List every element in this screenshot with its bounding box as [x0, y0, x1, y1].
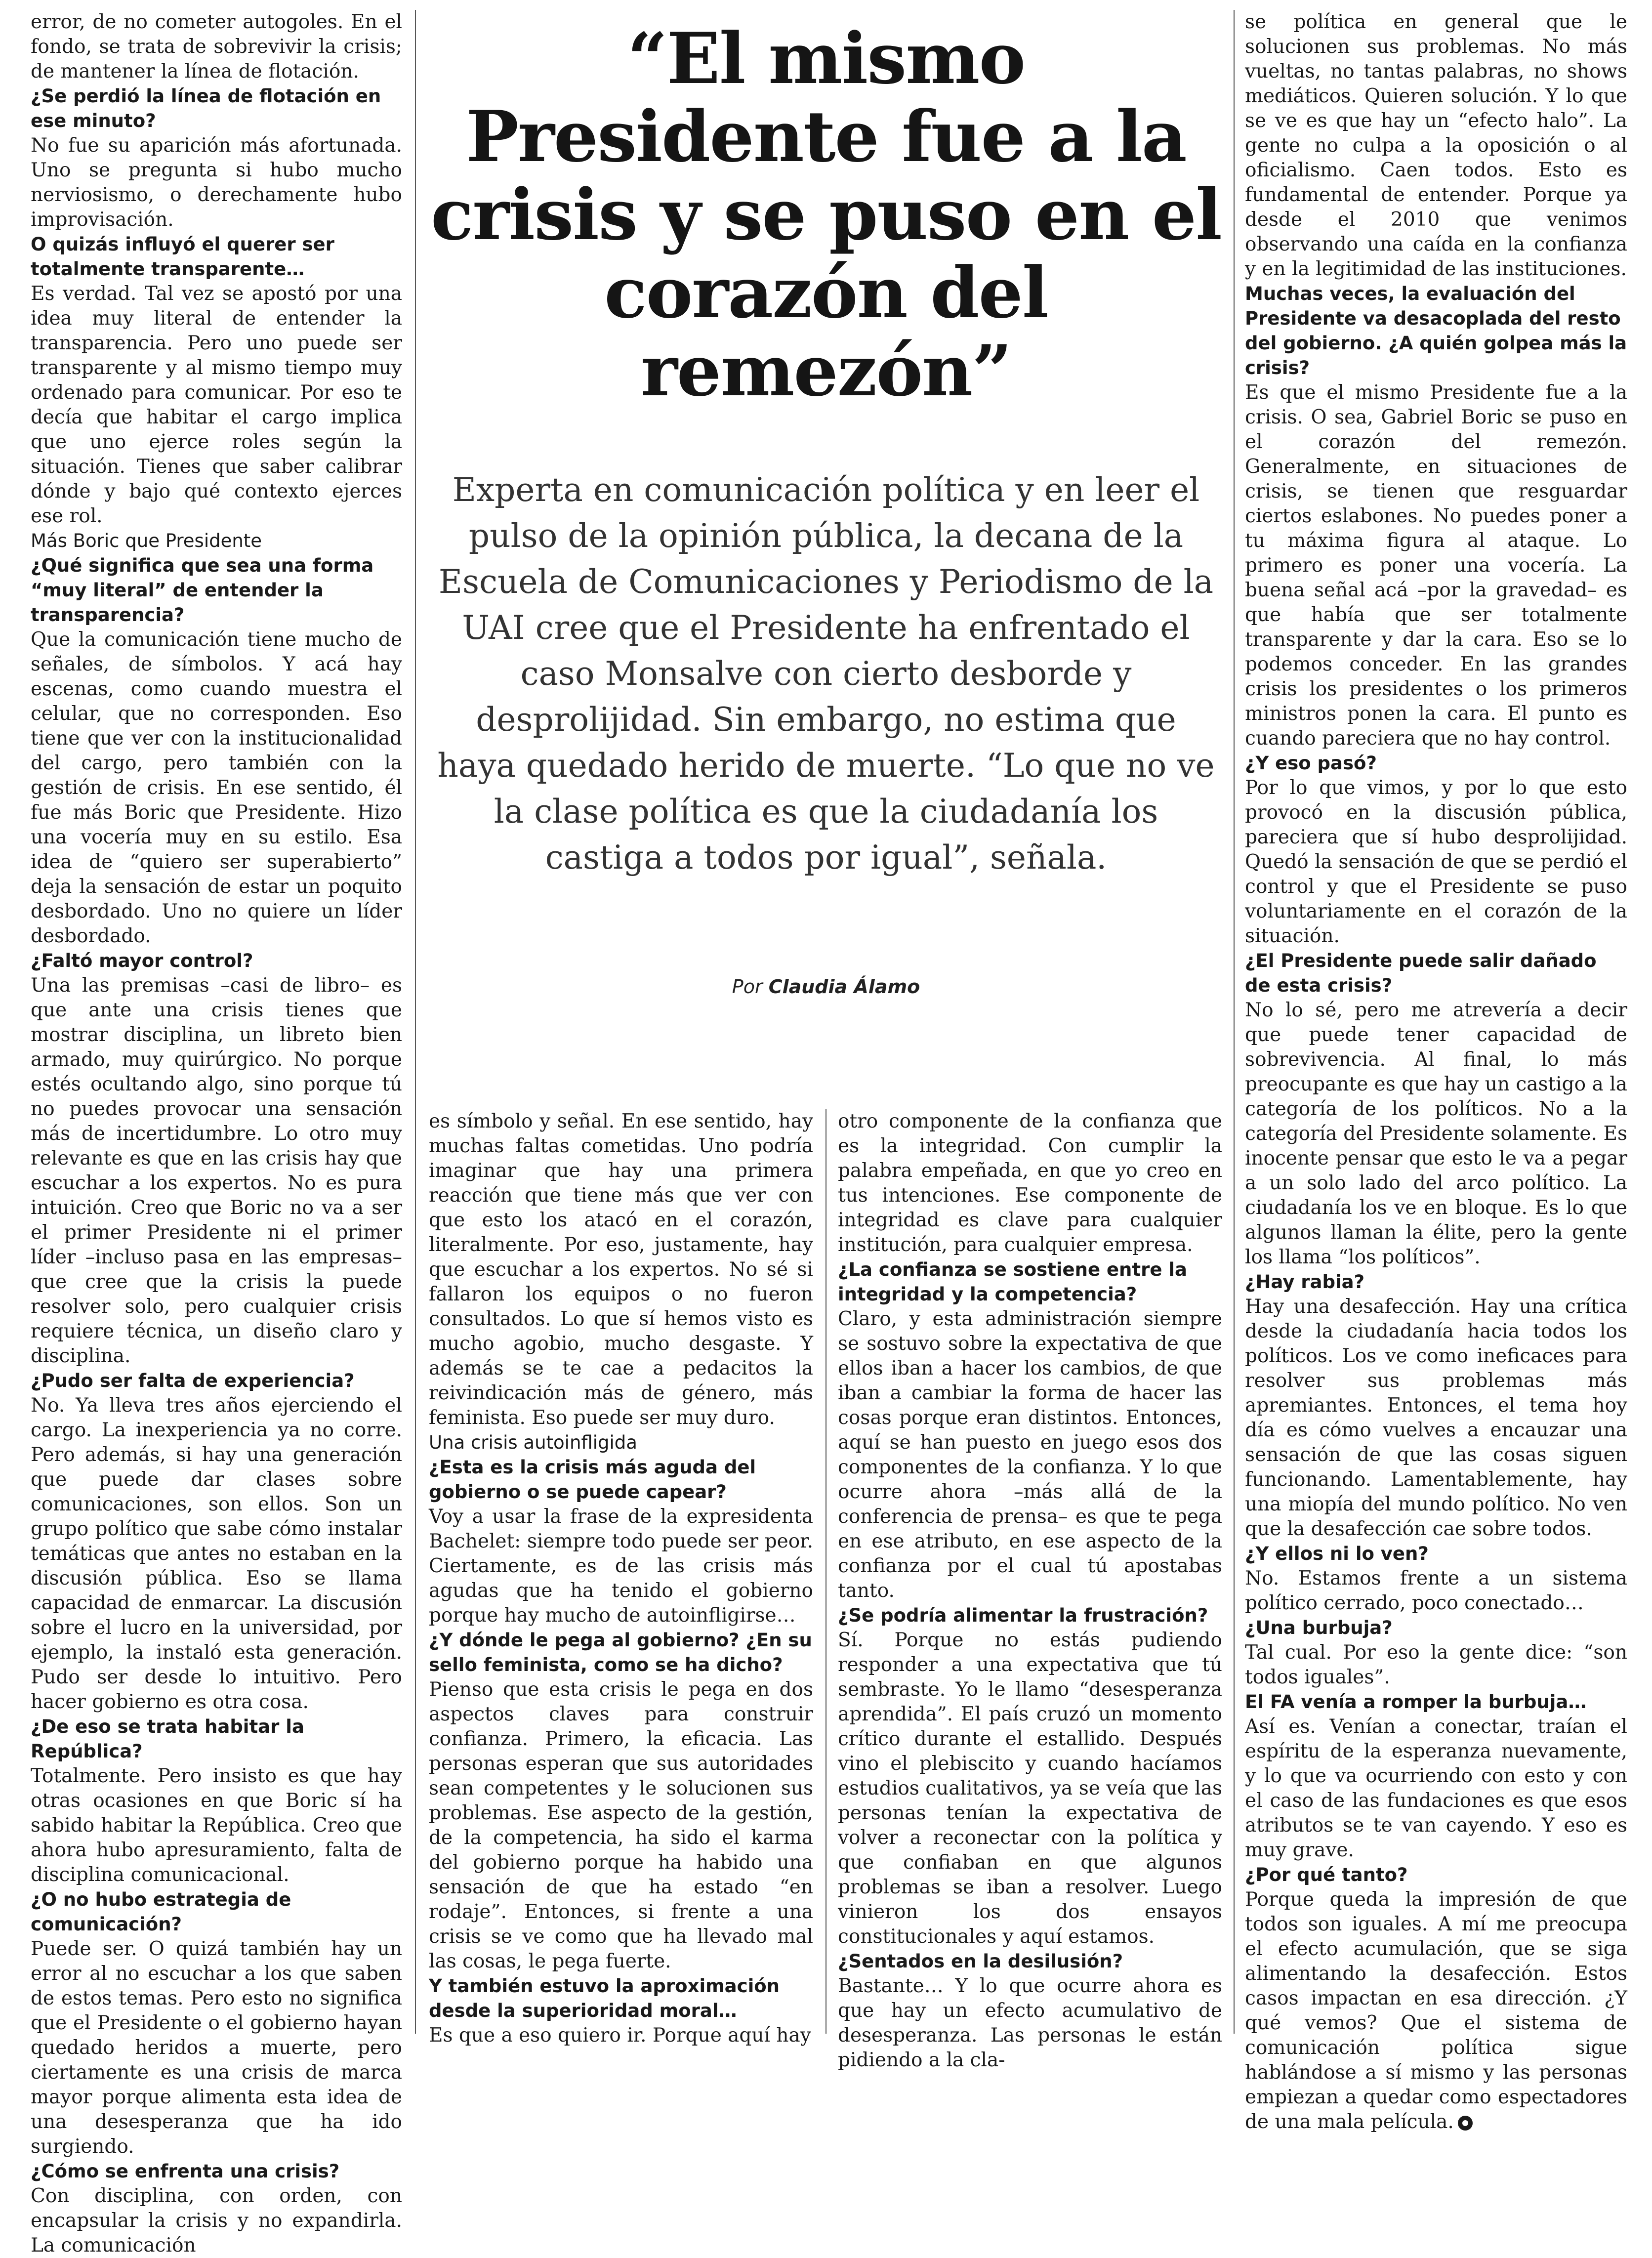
interview-answer — [31, 1393, 402, 1714]
paragraph-text: ¿Por qué tanto? — [1245, 1864, 1408, 1885]
paragraph-text: El FA venía a romper la burbuja… — [1245, 1691, 1587, 1713]
paragraph-text: ¿De eso se trata habitar la República? — [31, 1716, 304, 1762]
paragraph-text: ¿Y eso pasó? — [1245, 753, 1377, 774]
paragraph-text: es símbolo y señal. En ese sentido, hay muchas faltas cometidas. Uno podría imaginar que hay una primera reacción que tiene más que ver con que esto los atacó en el corazón, literalmente. Por eso, justamente, hay que escuchar a los expertos. No sé si fallaron los equipos o no fueron consultados. Lo que sí hemos visto es mucho agobio, mucho desgaste. Y además se te cae a pedacitos la reivindicación más de género, más feminista. Eso puede ser muy duro. — [429, 1110, 813, 1429]
interview-question — [1245, 282, 1627, 380]
interview-answer — [1245, 1887, 1627, 2134]
paragraph-text: Totalmente. Pero insisto es que hay otras ocasiones en que Boric sí ha sabido habitar la República. Creo que ahora hubo apresuramiento, falta de disciplina comunicacional. — [31, 1765, 402, 1886]
interview-answer — [429, 1109, 813, 1430]
interview-question — [31, 2159, 402, 2184]
interview-answer — [31, 973, 402, 1369]
paragraph-text: ¿Y ellos ni lo ven? — [1245, 1543, 1429, 1564]
interview-answer — [1245, 380, 1627, 751]
interview-answer — [1245, 1295, 1627, 1542]
paragraph-text: Pienso que esta crisis le pega en dos aspectos claves para construir confianza. Primero, la eficacia. Las personas esperan que sus autoridades sean competentes y le solucionen sus problemas. Ese aspecto de la gestión, de la competencia, ha sido el karma del gobierno porque ha habido una sensación de que ha estado “en rodaje”. Entonces, si frente a una crisis se ve como que ha llevado mal las cosas, le pega fuerte. — [429, 1678, 813, 1972]
article-column-2 — [429, 1109, 813, 2047]
interview-question — [1245, 1616, 1627, 1640]
section-subhead — [31, 529, 402, 553]
paragraph-text: ¿Se perdió la línea de flotación en ese minuto? — [31, 85, 381, 131]
paragraph-text: error, de no cometer autogoles. En el fondo, se trata de sobrevivir la crisis; de mantener la línea de flotación. — [31, 11, 402, 83]
interview-answer — [1245, 776, 1627, 949]
interview-answer — [429, 2023, 813, 2048]
interview-answer — [838, 1109, 1222, 1257]
paragraph-text: Porque queda la impresión de que todos son iguales. A mí me preocupa el efecto acumulación, que se siga alimentando la desafección. Estos casos impactan en esa dirección. ¿Y qué vemos? Que el sistema de comunicación política sigue hablándose a sí mismo y las personas empiezan a quedar como espectadores de una mala película. — [1245, 1888, 1627, 2133]
paragraph-text: ¿O no hubo estrategia de comunicación? — [31, 1889, 291, 1935]
paragraph-text: Una las premisas –casi de libro– es que ante una crisis tienes que mostrar disciplina, un libreto bien armado, muy quirúrgico. No porque estés ocultando algo, sino porque tú no puedes provocar una sensación más de incertidumbre. Lo otro muy relevante es que en las crisis hay que escuchar a los expertos. No es pura intuición. Creo que Boric no va a ser el primer Presidente ni el primer líder –incluso pasa en las empresas– que cree que la crisis la puede resolver solo, pero cualquier crisis requiere técnica, un diseño claro y disciplina. — [31, 974, 402, 1367]
paragraph-text: Que la comunicación tiene mucho de señales, de símbolos. Y acá hay escenas, como cuando muestra el celular, que no corresponden. Eso tiene que ver con la institucionalidad del cargo, pero también con la gestión de crisis. En ese sentido, él fue más Boric que Presidente. Hizo una vocería muy en su estilo. Esa idea de “quiero ser superabierto” deja la sensación de estar un poquito desbordado. Uno no quiere un líder desbordado. — [31, 628, 402, 947]
end-of-article-icon — [1458, 2116, 1473, 2131]
paragraph-text: ¿Esta es la crisis más aguda del gobierno o se puede capear? — [429, 1457, 756, 1503]
interview-question — [31, 1369, 402, 1393]
article-headline: “El mismo Presidente fue a la crisis y se puso en el corazón del remezón” — [430, 18, 1222, 412]
paragraph-text: O quizás influyó el querer ser totalmente transparente… — [31, 234, 334, 280]
interview-answer — [1245, 10, 1627, 282]
column-rule — [1234, 10, 1235, 2034]
interview-question — [1245, 1863, 1627, 1887]
interview-question — [31, 232, 402, 282]
interview-answer — [1245, 1640, 1627, 1690]
article-lede: Experta en comunicación política y en leer el pulso de la opinión pública, la decana de la Escuela de Comunicaciones y Periodismo de la UAI cree que el Presidente ha enfrentado el caso Monsalve con cierto desborde y desprolijidad. Sin embargo, no estima que haya quedado herido de muerte. “Lo que no ve la clase política es que la ciudadanía los castiga a todos por igual”, señala. — [437, 471, 1215, 877]
interview-question — [429, 1455, 813, 1505]
paragraph-text: ¿Una burbuja? — [1245, 1617, 1393, 1638]
article-column-4 — [1245, 10, 1627, 2133]
paragraph-text: ¿Faltó mayor control? — [31, 950, 253, 971]
paragraph-text: Voy a usar la frase de la expresidenta Bachelet: siempre todo puede ser peor. Ciertamente, es de las crisis más agudas que ha tenido el gobierno porque hay mucho de autoinfligirse… — [429, 1505, 813, 1627]
interview-answer — [838, 1628, 1222, 1949]
interview-question — [429, 1628, 813, 1677]
interview-question — [31, 949, 402, 973]
interview-answer — [31, 627, 402, 949]
paragraph-text: ¿Sentados en la desilusión? — [838, 1951, 1123, 1972]
interview-question — [31, 84, 402, 133]
paragraph-text: Sí. Porque no estás pudiendo responder a una expectativa que tú sembraste. Yo le llamo “desesperanza aprendida”. El país cruzó un momento crítico durante el estallido. Después vino el plebiscito y cuando hacíamos estudios cualitativos, ya se veía que las personas tenían la expectativa de volver a reconectar con la política y que confiaban en que algunos problemas se iban a resolver. Luego vinieron los dos ensayos constitucionales y aquí estamos. — [838, 1629, 1222, 1948]
interview-answer — [31, 1764, 402, 1887]
interview-question — [31, 553, 402, 627]
interview-answer — [1245, 1566, 1627, 1616]
interview-answer — [31, 282, 402, 529]
interview-answer — [429, 1677, 813, 1974]
paragraph-text: otro componente de la confianza que es la integridad. Con cumplir la palabra empeñada, en que yo creo en tus intenciones. Ese componente de integridad es clave para cualquier institución, para cualquier empresa. — [838, 1110, 1222, 1256]
interview-answer — [838, 1307, 1222, 1603]
interview-answer — [838, 1974, 1222, 2073]
paragraph-text: ¿La confianza se sostiene entre la integridad y la competencia? — [838, 1259, 1187, 1305]
paragraph-text: ¿Hay rabia? — [1245, 1271, 1365, 1293]
paragraph-text: Hay una desafección. Hay una crítica desde la ciudadanía hacia todos los políticos. Los ve como ineficaces para resolver sus problemas más apremiantes. Entonces, el tema hoy día es cómo vuelves a encauzar una sensación de que las cosas siguen funcionando. Lamentablemente, hay una miopía del mundo político. No ven que la desafección cae sobre todos. — [1245, 1296, 1627, 1540]
interview-answer — [1245, 1714, 1627, 1863]
paragraph-text: Por lo que vimos, y por lo que esto provocó en la discusión pública, pareciera que sí hubo desprolijidad. Quedó la sensación de que se perdió el control y que el Presidente se puso voluntariamente en el corazón de la situación. — [1245, 777, 1627, 947]
paragraph-text: Con disciplina, con orden, con encapsular la crisis y no expandirla. La comunicación — [31, 2185, 402, 2257]
paragraph-text: Es verdad. Tal vez se apostó por una idea muy literal de entender la transparencia. Pero uno puede ser transparente y al mismo tiempo muy ordenado para comunicar. Por eso te decía que habitar el cargo implica que uno ejerce roles según la situación. Tienes que saber calibrar dónde y bajo qué contexto ejerces ese rol. — [31, 283, 402, 527]
article-column-3 — [838, 1109, 1222, 2071]
interview-question — [838, 1257, 1222, 1307]
paragraph-text: No lo sé, pero me atrevería a decir que puede tener capacidad de sobrevivencia. Al final, lo más preocupante es que hay un castigo a la categoría de los políticos. No a la categoría del Presidente solamente. Es inocente pensar que esto le va a pegar a un solo lado del arco político. La ciudadanía los ve en bloque. Es lo que algunos llaman la élite, pero la gente los llama “los políticos”. — [1245, 999, 1627, 1268]
paragraph-text: No fue su aparición más afortunada. Uno se pregunta si hubo mucho nerviosismo, o derechamente hubo improvisación. — [31, 134, 402, 231]
interview-answer — [1245, 998, 1627, 1270]
article-column-1 — [31, 10, 402, 2257]
interview-question — [1245, 751, 1627, 776]
paragraph-text: Es que el mismo Presidente fue a la crisis. O sea, Gabriel Boric se puso en el corazón del remezón. Generalmente, en situaciones de crisis, se tienen que resguardar ciertos eslabones. No puedes poner a tu máxima figura al ataque. Lo primero es poner una vocería. La buena señal acá –por la gravedad– es que había que ser totalmente transparente y dar la cara. Eso se lo podemos conceder. En las grandes crisis los presidentes o los primeros ministros ponen la cara. El punto es cuando pareciera que no hay control. — [1245, 381, 1627, 750]
paragraph-text: Tal cual. Por eso la gente dice: “son todos iguales”. — [1245, 1641, 1627, 1688]
byline-author: Claudia Álamo — [768, 976, 920, 998]
interview-question — [838, 1949, 1222, 1974]
paragraph-text: No. Estamos frente a un sistema político cerrado, poco conectado… — [1245, 1567, 1627, 1614]
paragraph-text: Más Boric que Presidente — [31, 530, 262, 551]
paragraph-text: Así es. Venían a conectar, traían el espíritu de la esperanza nuevamente, y lo que va ocurriendo con esto y con el caso de las fundaciones es que esos atributos se te van cayendo. Y eso es muy grave. — [1245, 1715, 1627, 1861]
paragraph-text: Es que a eso quiero ir. Porque aquí hay — [429, 2024, 811, 2047]
interview-answer — [31, 1937, 402, 2159]
paragraph-text: Una crisis autoinfligida — [429, 1432, 637, 1453]
interview-question — [1245, 1690, 1627, 1714]
paragraph-text: ¿Y dónde le pega al gobierno? ¿En su sello feminista, como se ha dicho? — [429, 1630, 812, 1675]
paragraph-text: ¿El Presidente puede salir dañado de esta crisis? — [1245, 950, 1597, 996]
interview-answer — [429, 1505, 813, 1628]
byline-prefix: Por — [732, 976, 763, 998]
paragraph-text: ¿Pudo ser falta de experiencia? — [31, 1370, 355, 1391]
interview-question — [429, 1974, 813, 2023]
interview-question — [1245, 1270, 1627, 1295]
paragraph-text: Puede ser. O quizá también hay un error al no escuchar a los que saben de estos temas. Pero esto no significa que el Presidente o el gobierno hayan quedado heridos a muerte, pero ciertamente es una crisis de marca mayor porque alimenta esta idea de una desesperanza que ha ido surgiendo. — [31, 1938, 402, 2158]
interview-question — [31, 1714, 402, 1764]
column-rule — [415, 10, 416, 2034]
paragraph-text: ¿Cómo se enfrenta una crisis? — [31, 2161, 340, 2182]
interview-question — [1245, 949, 1627, 998]
byline — [430, 976, 1222, 998]
section-subhead — [429, 1430, 813, 1455]
paragraph-text: Claro, y esta administración siempre se sostuvo sobre la expectativa de que ellos iban a hacer los cambios, de que iban a cambiar la forma de hacer las cosas porque eran distintos. Entonces, aquí se han puesto en juego esos dos componentes de la confianza. Y lo que ocurre ahora –más allá de la conferencia de prensa– es que te pega en ese atributo, en ese aspecto de la confianza por el cual tú apostabas tanto. — [838, 1308, 1222, 1602]
paragraph-text: ¿Qué significa que sea una forma “muy literal” de entender la transparencia? — [31, 555, 374, 626]
interview-question — [838, 1603, 1222, 1628]
interview-question — [1245, 1542, 1627, 1566]
interview-answer — [31, 10, 402, 84]
interview-answer — [31, 2184, 402, 2258]
interview-answer — [31, 133, 402, 232]
paragraph-text: ¿Se podría alimentar la frustración? — [838, 1605, 1208, 1626]
paragraph-text: No. Ya lleva tres años ejerciendo el cargo. La inexperiencia ya no corre. Pero además, si hay una generación que puede dar clases sobre comunicaciones, son ellos. Son un grupo político que sabe cómo instalar temáticas que antes no estaban en la discusión pública. Eso se llama capacidad de enmarcar. La discusión sobre el lucro en la universidad, por ejemplo, la instaló esta generación. Pudo ser desde lo intuitivo. Pero hacer gobierno es otra cosa. — [31, 1394, 402, 1713]
paragraph-text: se política en general que le solucionen sus problemas. No más vueltas, no tantas palabras, no shows mediáticos. Quieren solución. Y lo que se ve es que hay un “efecto halo”. La gente no culpa a la oposición o al oficialismo. Caen todos. Esto es fundamental de entender. Porque ya desde el 2010 que venimos observando una caída en la confianza y en la legitimidad de las instituciones. — [1245, 11, 1627, 280]
interview-question — [31, 1887, 402, 1937]
paragraph-text: Muchas veces, la evaluación del Presidente va desacoplada del resto del gobierno. ¿A quién golpea más la crisis? — [1245, 283, 1627, 378]
paragraph-text: Bastante… Y lo que ocurre ahora es que hay un efecto acumulativo de desesperanza. Las personas le están pidiendo a la cla- — [838, 1975, 1222, 2071]
paragraph-text: Y también estuvo la aproximación desde la superioridad moral… — [429, 1975, 780, 2021]
